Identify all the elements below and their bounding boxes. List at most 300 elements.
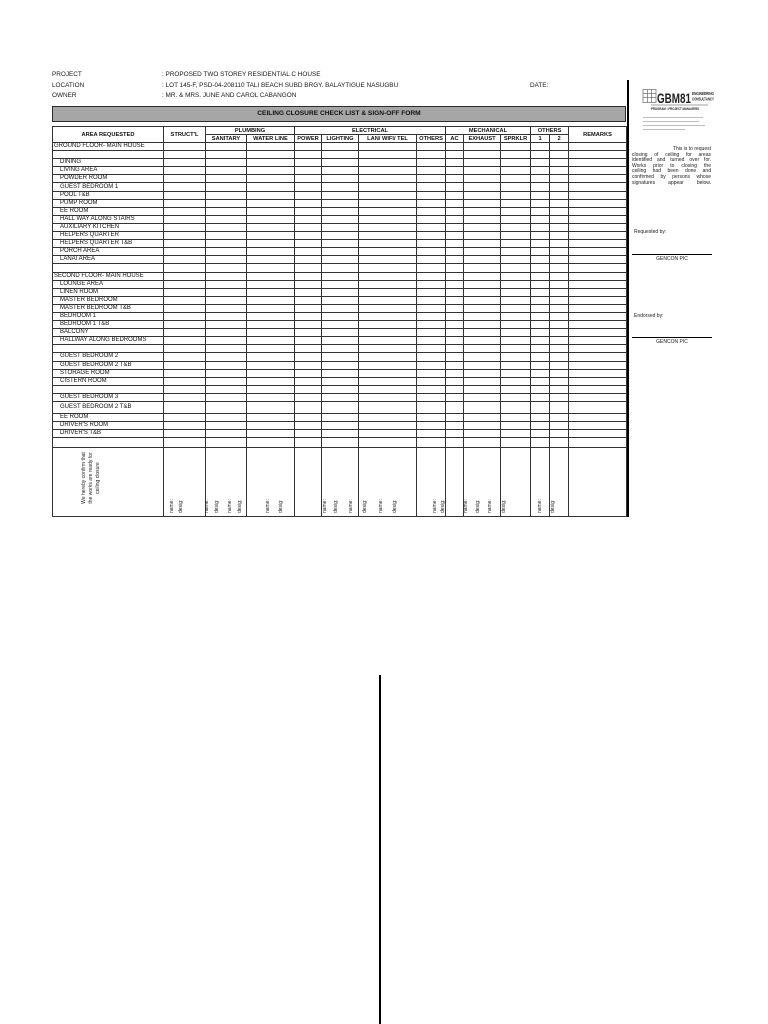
check-cell [164, 215, 206, 223]
check-cell [164, 402, 206, 414]
check-cell [247, 191, 295, 199]
check-cell [359, 321, 417, 329]
check-cell [569, 256, 627, 264]
check-cell [464, 151, 501, 159]
check-cell [446, 414, 464, 422]
check-cell [247, 312, 295, 320]
right-panel-divider [627, 80, 629, 517]
check-cell [295, 377, 322, 385]
area-row [53, 296, 627, 304]
check-cell [417, 183, 446, 191]
area-row [53, 223, 627, 231]
check-cell [569, 183, 627, 191]
check-cell [569, 377, 627, 385]
check-cell [569, 312, 627, 320]
group-mechanical: MECHANICAL [446, 127, 531, 135]
check-cell [322, 296, 359, 304]
check-cell [247, 159, 295, 167]
check-cell [359, 312, 417, 320]
check-cell [164, 288, 206, 296]
check-cell [322, 337, 359, 345]
check-cell [206, 430, 247, 438]
check-cell [295, 288, 322, 296]
company-logo [642, 86, 714, 112]
group-electrical: ELECTRICAL [295, 127, 446, 135]
check-cell [206, 337, 247, 345]
check-cell [417, 272, 446, 280]
check-cell [569, 232, 627, 240]
area-name [53, 385, 164, 393]
check-cell [569, 304, 627, 312]
check-cell [295, 167, 322, 175]
area-name: HALLWAY ALONG BEDROOMS [53, 337, 164, 345]
check-cell [417, 167, 446, 175]
check-cell [464, 296, 501, 304]
check-cell [550, 256, 569, 264]
area-name: POOL T&B [53, 191, 164, 199]
check-cell [569, 288, 627, 296]
check-cell [569, 143, 627, 151]
check-cell [569, 345, 627, 353]
check-cell [501, 422, 531, 430]
area-row [53, 430, 627, 438]
check-cell [322, 377, 359, 385]
check-cell [247, 167, 295, 175]
check-cell [464, 361, 501, 369]
check-cell [464, 288, 501, 296]
signature-desig-label: desig: [333, 499, 339, 513]
check-cell [417, 280, 446, 288]
check-cell [322, 329, 359, 337]
check-cell [417, 385, 446, 393]
check-cell [501, 223, 531, 231]
check-cell [322, 321, 359, 329]
check-cell [550, 223, 569, 231]
check-cell [295, 438, 322, 448]
area-name: HELPERS QUARTER T&B [53, 240, 164, 248]
signature-name-label: name: [537, 499, 543, 513]
check-cell [322, 430, 359, 438]
check-cell [417, 264, 446, 272]
check-cell [247, 361, 295, 369]
check-cell [464, 223, 501, 231]
endorsed-by-label: Endorsed by: [634, 313, 664, 319]
check-cell [501, 272, 531, 280]
area-name: HALL WAY ALONG STAIRS [53, 215, 164, 223]
request-line: confirmed by persons whose [632, 173, 711, 180]
endorsed-by-role: GENCON PIC [656, 339, 688, 345]
area-name: LIVING AREA [53, 167, 164, 175]
check-cell [550, 272, 569, 280]
check-cell [501, 151, 531, 159]
check-cell [501, 248, 531, 256]
check-cell [247, 337, 295, 345]
check-cell [569, 272, 627, 280]
check-cell [322, 248, 359, 256]
endorsed-by-signature-line [632, 337, 712, 338]
group-others: OTHERS [531, 127, 569, 135]
check-cell [322, 151, 359, 159]
check-cell [206, 175, 247, 183]
area-row [53, 312, 627, 320]
check-cell [359, 167, 417, 175]
check-cell [531, 385, 550, 393]
check-cell [206, 345, 247, 353]
check-cell [531, 430, 550, 438]
check-cell [295, 159, 322, 167]
check-cell [247, 288, 295, 296]
check-cell [464, 353, 501, 361]
area-name: EE ROOM [53, 414, 164, 422]
check-cell [295, 175, 322, 183]
check-cell [206, 240, 247, 248]
check-cell [322, 232, 359, 240]
check-cell [206, 402, 247, 414]
check-cell [206, 361, 247, 369]
check-cell [531, 377, 550, 385]
check-cell [295, 361, 322, 369]
check-cell [164, 377, 206, 385]
check-cell [247, 223, 295, 231]
check-cell [550, 288, 569, 296]
check-cell [501, 377, 531, 385]
col-area-requested: AREA REQUESTED [53, 127, 164, 143]
signature-cell [295, 448, 322, 517]
check-cell [164, 438, 206, 448]
area-row [53, 321, 627, 329]
check-cell [446, 175, 464, 183]
area-name: LINEN ROOM [53, 288, 164, 296]
check-cell [164, 414, 206, 422]
check-cell [569, 361, 627, 369]
check-cell [247, 377, 295, 385]
check-cell [417, 232, 446, 240]
col-ac: AC [446, 135, 464, 143]
check-cell [550, 329, 569, 337]
check-cell [417, 199, 446, 207]
check-cell [164, 369, 206, 377]
blank-row [53, 438, 627, 448]
check-cell [359, 430, 417, 438]
area-name: POWDER ROOM [53, 175, 164, 183]
check-cell [569, 175, 627, 183]
check-cell [295, 264, 322, 272]
check-cell [359, 223, 417, 231]
check-cell [417, 296, 446, 304]
project-label: PROJECT [52, 71, 82, 78]
check-cell [501, 143, 531, 151]
check-cell [569, 248, 627, 256]
check-cell [569, 159, 627, 167]
check-cell [569, 414, 627, 422]
check-cell [322, 143, 359, 151]
check-cell [464, 345, 501, 353]
check-cell [446, 337, 464, 345]
signature-cell [569, 448, 627, 517]
check-cell [531, 223, 550, 231]
check-cell [417, 361, 446, 369]
check-cell [295, 296, 322, 304]
check-cell [322, 385, 359, 393]
check-cell [247, 329, 295, 337]
check-cell [417, 312, 446, 320]
check-cell [550, 191, 569, 199]
check-cell [359, 232, 417, 240]
check-cell [569, 385, 627, 393]
check-cell [322, 240, 359, 248]
check-cell [501, 369, 531, 377]
area-row [53, 393, 627, 401]
check-cell [446, 167, 464, 175]
check-cell [550, 296, 569, 304]
check-cell [569, 207, 627, 215]
check-cell [501, 353, 531, 361]
area-name: AUXILIARY KITCHEN [53, 223, 164, 231]
section-row [53, 143, 627, 151]
blank-row [53, 345, 627, 353]
check-cell [446, 385, 464, 393]
check-cell [531, 438, 550, 448]
check-cell [550, 207, 569, 215]
page-divider-line [379, 675, 381, 1024]
check-cell [531, 159, 550, 167]
check-cell [247, 296, 295, 304]
check-cell [550, 385, 569, 393]
check-cell [206, 272, 247, 280]
check-cell [206, 232, 247, 240]
check-cell [464, 280, 501, 288]
logo-building-icon [643, 90, 656, 103]
check-cell [550, 312, 569, 320]
area-name: EE ROOM [53, 207, 164, 215]
check-cell [446, 361, 464, 369]
check-cell [295, 345, 322, 353]
area-name: PORCH AREA [53, 248, 164, 256]
check-cell [550, 215, 569, 223]
check-cell [550, 393, 569, 401]
check-cell [550, 430, 569, 438]
check-cell [322, 183, 359, 191]
check-cell [417, 248, 446, 256]
check-cell [247, 264, 295, 272]
check-cell [464, 393, 501, 401]
area-name: GUEST BEDROOM 2 T&B [53, 361, 164, 369]
checklist-body [53, 143, 627, 517]
check-cell [501, 240, 531, 248]
check-cell [569, 223, 627, 231]
check-cell [446, 296, 464, 304]
check-cell [359, 329, 417, 337]
col-others-2: 2 [550, 135, 569, 143]
area-name: STORAGE ROOM [53, 369, 164, 377]
check-cell [531, 353, 550, 361]
signature-cell [53, 448, 164, 517]
area-row [53, 402, 627, 414]
col-others-1: 1 [531, 135, 550, 143]
check-cell [446, 304, 464, 312]
check-cell [295, 430, 322, 438]
col-structural: STRUCT'L [164, 127, 206, 143]
check-cell [322, 402, 359, 414]
logo-tagline: PROGRAM • PROJECT MANAGERS [651, 107, 700, 111]
check-cell [550, 232, 569, 240]
check-cell [359, 422, 417, 430]
check-cell [359, 385, 417, 393]
check-cell [464, 167, 501, 175]
col-remarks: REMARKS [569, 127, 627, 143]
check-cell [247, 272, 295, 280]
check-cell [501, 296, 531, 304]
requested-by-role: GENCON PIC [656, 256, 688, 262]
check-cell [501, 321, 531, 329]
area-row [53, 248, 627, 256]
col-sanitary: SANITARY [206, 135, 247, 143]
check-cell [446, 377, 464, 385]
check-cell [417, 207, 446, 215]
form-title: CEILING CLOSURE CHECK LIST & SIGN-OFF FORM [52, 106, 626, 122]
signature-desig-label: desig: [214, 499, 220, 513]
check-cell [531, 256, 550, 264]
check-cell [322, 304, 359, 312]
area-name: HELPERS QUARTER [53, 232, 164, 240]
signature-name-label: name: [378, 499, 384, 513]
check-cell [501, 430, 531, 438]
check-cell [359, 183, 417, 191]
check-cell [501, 361, 531, 369]
check-cell [531, 232, 550, 240]
check-cell [550, 199, 569, 207]
check-cell [531, 215, 550, 223]
area-row [53, 183, 627, 191]
signature-desig-label: desig: [440, 499, 446, 513]
check-cell [550, 414, 569, 422]
check-cell [322, 369, 359, 377]
check-cell [295, 414, 322, 422]
area-name [53, 151, 164, 159]
check-cell [501, 215, 531, 223]
check-cell [164, 256, 206, 264]
check-cell [550, 402, 569, 414]
area-name [53, 438, 164, 448]
check-cell [501, 312, 531, 320]
check-cell [446, 256, 464, 264]
check-cell [531, 167, 550, 175]
check-cell [464, 402, 501, 414]
check-cell [417, 329, 446, 337]
check-cell [501, 191, 531, 199]
check-cell [464, 304, 501, 312]
check-cell [417, 345, 446, 353]
check-cell [550, 304, 569, 312]
check-cell [206, 296, 247, 304]
check-cell [164, 191, 206, 199]
blank-row [53, 385, 627, 393]
check-cell [417, 377, 446, 385]
check-cell [550, 337, 569, 345]
check-cell [464, 272, 501, 280]
area-row [53, 199, 627, 207]
check-cell [417, 414, 446, 422]
check-cell [359, 207, 417, 215]
check-cell [531, 151, 550, 159]
check-cell [359, 240, 417, 248]
check-cell [247, 321, 295, 329]
signature-name-label: name: [322, 499, 328, 513]
check-cell [531, 422, 550, 430]
check-cell [206, 353, 247, 361]
col-exhaust: EXHAUST [464, 135, 501, 143]
check-cell [550, 321, 569, 329]
check-cell [446, 393, 464, 401]
check-cell [464, 215, 501, 223]
check-cell [247, 393, 295, 401]
check-cell [464, 159, 501, 167]
check-cell [295, 215, 322, 223]
signature-name-label: name: [487, 499, 493, 513]
check-cell [550, 422, 569, 430]
check-cell [550, 353, 569, 361]
check-cell [446, 430, 464, 438]
check-cell [417, 393, 446, 401]
check-cell [417, 288, 446, 296]
area-name: GUEST BEDROOM 2 [53, 353, 164, 361]
check-cell [531, 240, 550, 248]
area-name: LANAI AREA [53, 256, 164, 264]
check-cell [501, 167, 531, 175]
check-cell [359, 377, 417, 385]
check-cell [164, 223, 206, 231]
check-cell [550, 159, 569, 167]
check-cell [206, 393, 247, 401]
area-row [53, 191, 627, 199]
check-cell [501, 256, 531, 264]
check-cell [550, 264, 569, 272]
check-cell [359, 361, 417, 369]
check-cell [359, 345, 417, 353]
check-cell [531, 321, 550, 329]
check-cell [446, 223, 464, 231]
check-cell [322, 393, 359, 401]
check-cell [531, 207, 550, 215]
signature-name-label: name: [348, 499, 354, 513]
check-cell [501, 264, 531, 272]
check-cell [322, 312, 359, 320]
check-cell [569, 393, 627, 401]
check-cell [295, 312, 322, 320]
check-cell [464, 438, 501, 448]
area-row [53, 377, 627, 385]
check-cell [446, 402, 464, 414]
signature-desig-label: desig: [550, 499, 556, 513]
check-cell [501, 402, 531, 414]
location-label: LOCATION [52, 81, 85, 89]
check-cell [295, 143, 322, 151]
area-name [53, 345, 164, 353]
check-cell [417, 159, 446, 167]
check-cell [247, 256, 295, 264]
check-cell [206, 288, 247, 296]
check-cell [247, 353, 295, 361]
check-cell [501, 159, 531, 167]
area-name: PUMP ROOM [53, 199, 164, 207]
area-name: DINING [53, 159, 164, 167]
check-cell [446, 248, 464, 256]
requested-by-signature-line [632, 254, 712, 255]
check-cell [550, 175, 569, 183]
check-cell [464, 414, 501, 422]
check-cell [569, 337, 627, 345]
statement-line: We hereby confirm that [81, 452, 87, 504]
